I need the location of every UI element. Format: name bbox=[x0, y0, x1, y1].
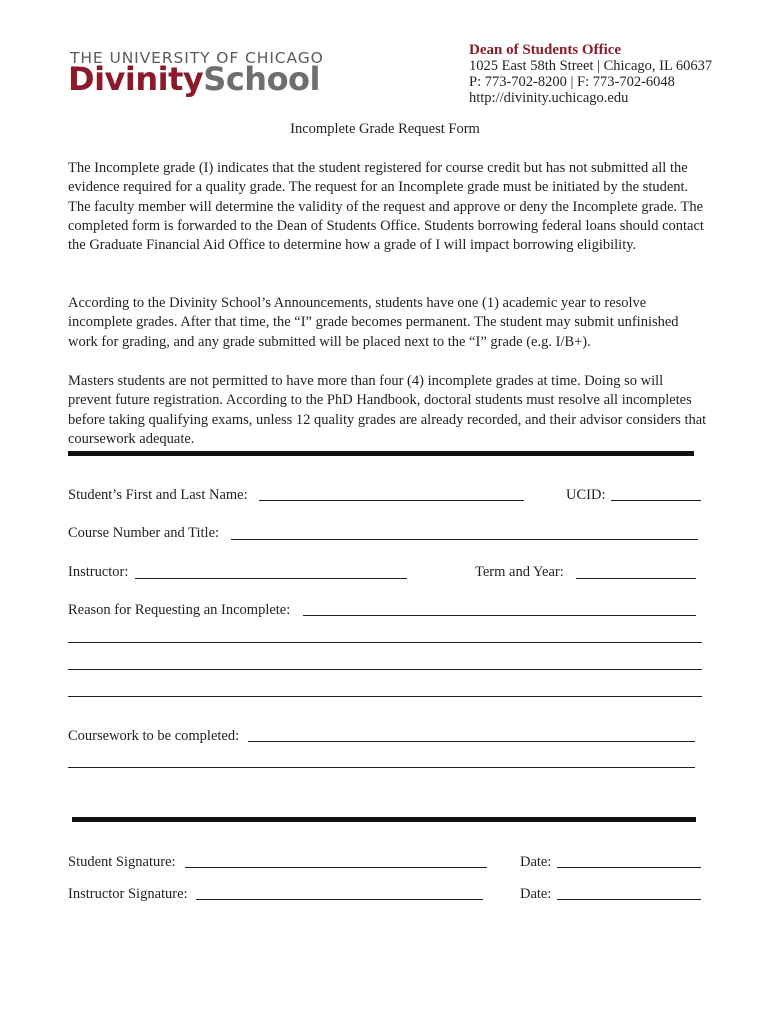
office-contact-block bbox=[469, 42, 712, 106]
announcements-paragraph: According to the Divinity School’s Announcements, students have one (1) academic year to resolve incomplete grades. After that time, the “I” grade becomes permanent. The student may submit unfinished work for grading, and any grade submitted will be placed next to the “I” grade (e.g. I/B+). bbox=[68, 295, 679, 350]
instructor-field[interactable] bbox=[135, 577, 407, 579]
term-label: Term and Year: bbox=[475, 564, 564, 580]
ucid-label: UCID: bbox=[566, 487, 606, 503]
intro-paragraph: The Incomplete grade (I) indicates that the student registered for course credit but has not submitted all the evidence required for a quality grade. The request for an Incomplete grade must be initiated by the student. The faculty member will determine the validity of the request and approve or deny the Incomplete grade. The completed form is forwarded to the Dean of Students Office. Students borrowing federal loans should contact the Graduate Financial Aid Office to determine how a grade of I will impact borrowing eligibility. bbox=[68, 160, 704, 254]
section-divider-top bbox=[68, 451, 694, 456]
ucid-field[interactable] bbox=[611, 499, 701, 501]
instructor-signature-field[interactable] bbox=[196, 898, 483, 900]
reason-field-line-2[interactable] bbox=[68, 642, 702, 643]
form-title: Incomplete Grade Request Form bbox=[290, 121, 480, 137]
student-signature-field[interactable] bbox=[185, 866, 487, 868]
limits-paragraph: Masters students are not permitted to have more than four (4) incomplete grades at time. Doing so will prevent future registration. According to the PhD Handbook, doctoral students must resolve all incompletes before taking qualifying exams, unless 12 quality grades are already recorded, and their advisor considers that coursework adequate. bbox=[68, 373, 707, 447]
instructor-label: Instructor: bbox=[68, 564, 129, 580]
office-name: Dean of Students Office bbox=[469, 42, 622, 58]
instructor-signature-label: Instructor Signature: bbox=[68, 886, 188, 902]
reason-field-line-1[interactable] bbox=[303, 614, 696, 616]
student-name-label: Student’s First and Last Name: bbox=[68, 487, 248, 503]
course-field[interactable] bbox=[231, 538, 698, 540]
divinity-school-logo bbox=[68, 60, 320, 98]
instructor-date-field[interactable] bbox=[557, 898, 701, 900]
coursework-field-line-1[interactable] bbox=[248, 740, 695, 742]
office-url[interactable]: http://divinity.uchicago.edu bbox=[469, 90, 629, 106]
logo-word-school: School bbox=[203, 60, 320, 98]
university-name: THE UNIVERSITY OF CHICAGO bbox=[70, 49, 324, 67]
reason-field-line-3[interactable] bbox=[68, 669, 702, 670]
course-label: Course Number and Title: bbox=[68, 525, 220, 541]
student-signature-label: Student Signature: bbox=[68, 854, 176, 870]
instructor-date-label: Date: bbox=[520, 886, 552, 902]
student-date-field[interactable] bbox=[557, 866, 701, 868]
coursework-field-line-2[interactable] bbox=[68, 767, 695, 768]
coursework-label: Coursework to be completed: bbox=[68, 728, 240, 744]
office-phone: P: 773-702-8200 | F: 773-702-6048 bbox=[469, 74, 675, 90]
logo-word-divinity: Divinity bbox=[68, 60, 204, 98]
reason-label: Reason for Requesting an Incomplete: bbox=[68, 602, 291, 618]
term-field[interactable] bbox=[576, 577, 696, 579]
section-divider-bottom bbox=[72, 817, 696, 822]
reason-field-line-4[interactable] bbox=[68, 696, 702, 697]
student-date-label: Date: bbox=[520, 854, 552, 870]
office-address: 1025 East 58th Street | Chicago, IL 60637 bbox=[469, 58, 713, 74]
student-name-field[interactable] bbox=[259, 499, 524, 501]
